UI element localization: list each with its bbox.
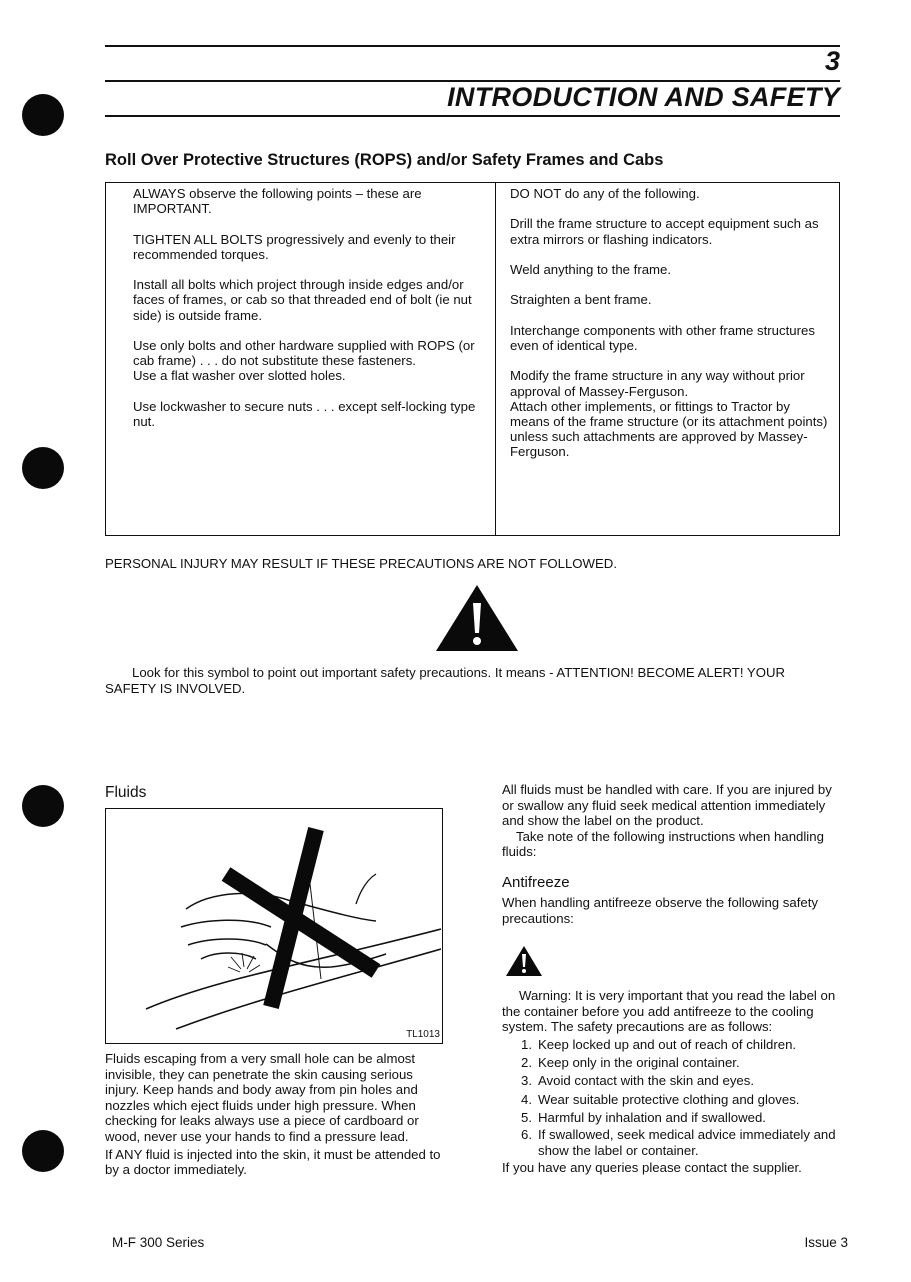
header-rule-bottom: [105, 115, 840, 117]
intro-paragraph: All fluids must be handled with care. If you are injured by or swallow any fluid seek medical attention immediately and show the label on the product.: [502, 782, 832, 829]
list-item-number: 2.: [521, 1055, 532, 1071]
figure-label: TL1013: [406, 1029, 440, 1040]
list-item: [502, 1127, 847, 1158]
list-item: [502, 1072, 847, 1090]
right-paragraph: Modify the frame structure in any way without prior approval of Massey-Ferguson.: [510, 368, 805, 399]
symbol-note: Look for this symbol to point out important safety precautions. It means - ATTENTION! BECOME ALERT! YOUR SAFETY IS INVOLVED.: [105, 665, 786, 696]
right-paragraph: Interchange components with other frame structures even of identical type.: [510, 322, 815, 353]
punch-hole-1: [22, 94, 64, 136]
antifreeze-heading: Antifreeze: [502, 874, 570, 891]
warning-banner: PERSONAL INJURY MAY RESULT IF THESE PRECAUTIONS ARE NOT FOLLOWED.: [105, 556, 617, 571]
rops-table: [105, 182, 840, 536]
header-rule-top: [105, 45, 840, 47]
list-item-text: If swallowed, seek medical advice immediately and show the label or container.: [538, 1127, 836, 1158]
fluids-paragraph: If ANY fluid is injected into the skin, it must be attended to by a doctor immediately.: [105, 1146, 441, 1178]
fluids-intro: [502, 782, 847, 860]
list-item-text: Wear suitable protective clothing and gloves.: [538, 1091, 800, 1107]
fluids-paragraph: Fluids escaping from a very small hole can be almost invisible, they can penetrate the skin causing serious injury. Keep hands and body away from pin holes and nozzles which eject fluids under high pressure. When checking for leaks always use a piece of cardboard or wood, never use your hands to find a pressure lead.: [105, 1051, 419, 1144]
right-paragraph: DO NOT do any of the following.: [510, 186, 700, 201]
antifreeze-intro: When handling antifreeze observe the following safety precautions:: [502, 895, 818, 926]
chapter-title: INTRODUCTION AND SAFETY: [447, 82, 840, 112]
footer-series: M-F 300 Series: [112, 1235, 205, 1250]
right-paragraph: Drill the frame structure to accept equipment such as extra mirrors or flashing indicators.: [510, 216, 819, 247]
right-paragraph: Straighten a bent frame.: [510, 292, 652, 308]
hand-illustration-icon: [106, 809, 441, 1042]
left-paragraph: Use only bolts and other hardware supplied with ROPS (or cab frame) . . . do not substitute these fasteners.: [133, 337, 475, 369]
warning-triangle-icon: [434, 583, 520, 653]
list-item-text: Keep locked up and out of reach of children.: [538, 1037, 797, 1052]
list-item-number: 1.: [521, 1037, 532, 1052]
list-item-number: 5.: [521, 1109, 532, 1125]
fluids-description: [105, 1051, 450, 1180]
left-paragraph: TIGHTEN ALL BOLTS progressively and evenly to their recommended torques.: [133, 231, 456, 262]
list-item-number: 6.: [521, 1127, 532, 1143]
list-item-text: Avoid contact with the skin and eyes.: [538, 1073, 755, 1089]
punch-hole-4: [22, 1130, 64, 1172]
list-item-number: 4.: [521, 1091, 532, 1107]
list-item-text: Keep only in the original container.: [538, 1055, 740, 1071]
list-item: [502, 1091, 847, 1109]
precautions-list: [502, 1036, 847, 1158]
table-right-column: [510, 186, 830, 460]
left-paragraph: Use a flat washer over slotted holes.: [133, 368, 346, 384]
table-left-column: [133, 186, 483, 429]
punch-hole-3: [22, 785, 64, 827]
list-item: [502, 1036, 847, 1054]
list-item: [502, 1054, 847, 1072]
fluids-heading: Fluids: [105, 784, 147, 801]
left-paragraph: Install all bolts which project through inside edges and/or faces of frames, or cab so that threaded end of bolt (ie nut side) is outside frame.: [133, 277, 472, 323]
list-item: [502, 1109, 847, 1127]
right-paragraph: Weld anything to the frame.: [510, 261, 672, 277]
footer-issue: Issue 3: [804, 1235, 848, 1250]
right-paragraph: Attach other implements, or fittings to Tractor by means of the frame structure (or its attachment points) unless such attachments are approved by Massey-Ferguson.: [510, 398, 828, 460]
punch-hole-2: [22, 447, 64, 489]
intro-paragraph: Take note of the following instructions when handling fluids:: [502, 828, 824, 860]
left-paragraph: ALWAYS observe the following points – these are IMPORTANT.: [133, 186, 422, 217]
table-divider: [495, 183, 496, 535]
page-number: 3: [824, 46, 840, 76]
queries-note: If you have any queries please contact the supplier.: [502, 1160, 802, 1175]
section-title: Roll Over Protective Structures (ROPS) and/or Safety Frames and Cabs: [105, 151, 664, 169]
fluids-illustration: [105, 808, 443, 1044]
small-warning-triangle-icon: [505, 945, 543, 977]
list-item-number: 3.: [521, 1073, 532, 1089]
left-paragraph: Use lockwasher to secure nuts . . . except self-locking type nut.: [133, 398, 476, 429]
antifreeze-warning: Warning: It is very important that you read the label on the container before you add antifreeze to the cooling system. The safety precautions are as follows:: [502, 988, 836, 1035]
list-item-text: Harmful by inhalation and if swallowed.: [538, 1109, 766, 1125]
